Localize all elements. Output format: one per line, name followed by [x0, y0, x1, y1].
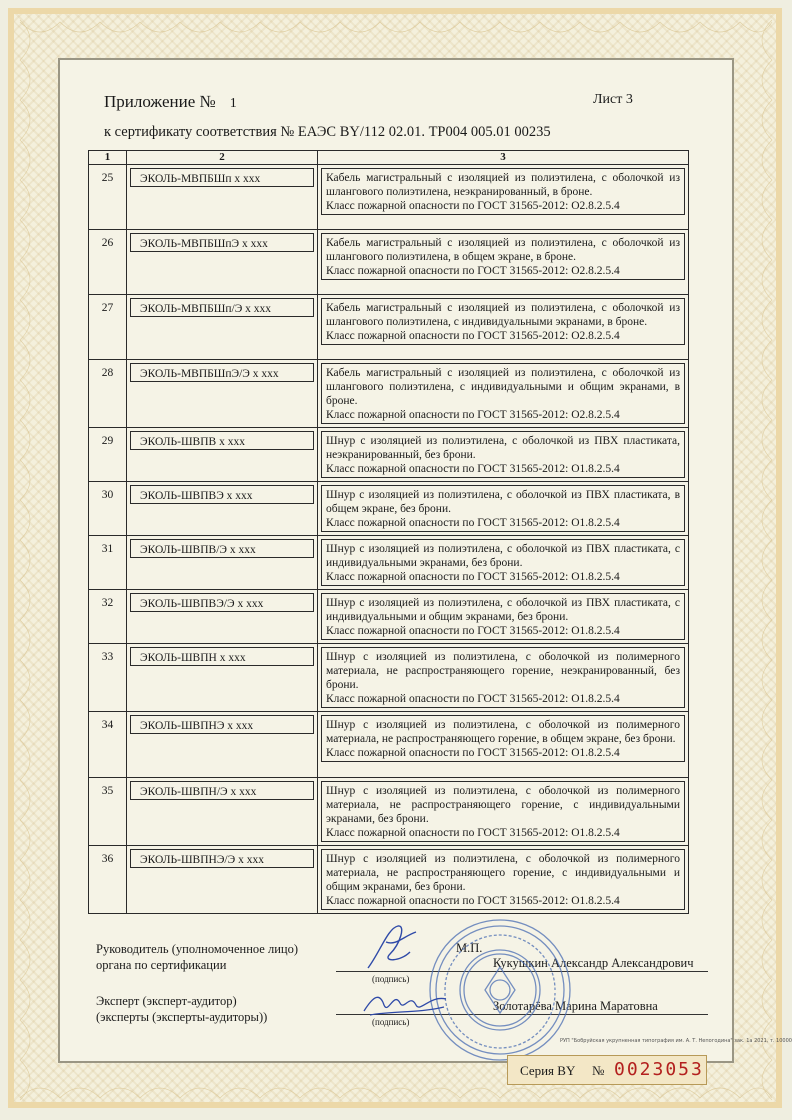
table-row	[89, 712, 689, 778]
product-name: ЭКОЛЬ-ШВПНЭ/Э х ххх	[140, 854, 264, 866]
product-name: ЭКОЛЬ-ШВПНЭ х ххх	[140, 720, 254, 732]
column-header: 1	[89, 151, 127, 165]
product-name-cell	[127, 295, 318, 360]
column-header: 3	[318, 151, 689, 165]
product-description: Кабель магистральный с изоляцией из полиэтилена, с оболочкой из шлангового полиэтилена, с индивидуальными и общим экранами, в броне.	[326, 367, 680, 407]
expert-label-line-2: (эксперты (эксперты-аудиторы))	[96, 1010, 268, 1024]
product-description: Шнур с изоляцией из полиэтилена, с оболочкой из ПВХ пластиката, с индивидуальными экранами, без брони.	[326, 543, 680, 569]
row-number: 28	[89, 360, 127, 428]
table-row	[89, 590, 689, 644]
product-description-cell	[318, 778, 689, 846]
product-name: ЭКОЛЬ-МВПБШпЭ/Э х ххх	[140, 368, 279, 380]
fire-class: Класс пожарной опасности по ГОСТ 31565-2012: О1.8.2.5.4	[326, 827, 620, 839]
product-description-cell	[318, 644, 689, 712]
product-description: Шнур с изоляцией из полиэтилена, с оболочкой из ПВХ пластиката, в общем экране, без брони.	[326, 489, 680, 515]
row-number: 29	[89, 428, 127, 482]
row-number: 31	[89, 536, 127, 590]
product-description: Шнур с изоляцией из полиэтилена, с оболочкой из полимерного материала, не распространяющего горение, с индивидуальными экранами, без брони.	[326, 785, 680, 825]
product-name: ЭКОЛЬ-ШВПВ х ххх	[140, 436, 245, 448]
head-label	[96, 941, 298, 973]
product-description-cell	[318, 360, 689, 428]
series-number-sign: №	[592, 1063, 605, 1078]
fire-class: Класс пожарной опасности по ГОСТ 31565-2012: О1.8.2.5.4	[326, 693, 620, 705]
table-row	[89, 778, 689, 846]
row-number: 30	[89, 482, 127, 536]
table-row	[89, 644, 689, 712]
product-table	[88, 150, 689, 914]
product-description: Шнур с изоляцией из полиэтилена, с оболочкой из полимерного материала, не распространяющего горение, в общем экране, без брони.	[326, 719, 680, 745]
product-name-cell	[127, 846, 318, 914]
expert-signature	[360, 985, 450, 1021]
head-name: Кукушкин Александр Александрович	[493, 956, 694, 970]
product-name-cell	[127, 712, 318, 778]
product-name: ЭКОЛЬ-МВПБШп/Э х ххх	[140, 303, 272, 315]
product-description-cell	[318, 846, 689, 914]
table-row	[89, 360, 689, 428]
product-description-cell	[318, 165, 689, 230]
product-name-cell	[127, 590, 318, 644]
product-name-cell	[127, 482, 318, 536]
table-row	[89, 230, 689, 295]
product-description: Шнур с изоляцией из полиэтилена, с оболочкой из ПВХ пластиката, с индивидуальными и общим экранами, без брони.	[326, 597, 680, 623]
annex-number: 1	[229, 96, 237, 111]
seal-place-mark: М.П.	[456, 941, 483, 955]
certificate-reference: к сертификату соответствия № ЕАЭС BY/112 02.01. ТР004 005.01 00235	[104, 124, 551, 140]
product-description: Шнур с изоляцией из полиэтилена, с оболочкой из ПВХ пластиката, неэкранированный, без брони.	[326, 435, 680, 461]
row-number: 27	[89, 295, 127, 360]
product-description: Кабель магистральный с изоляцией из полиэтилена, с оболочкой из шлангового полиэтилена, неэкранированный, в броне.	[326, 172, 680, 198]
fire-class: Класс пожарной опасности по ГОСТ 31565-2012: О1.8.2.5.4	[326, 747, 620, 759]
expert-label-line-1: Эксперт (эксперт-аудитор)	[96, 994, 237, 1008]
head-signature-hint: (подпись)	[372, 974, 410, 984]
fire-class: Класс пожарной опасности по ГОСТ 31565-2012: О1.8.2.5.4	[326, 517, 620, 529]
series-number: 0023053	[614, 1059, 704, 1080]
product-description: Кабель магистральный с изоляцией из полиэтилена, с оболочкой из шлангового полиэтилена, с индивидуальными экранами, в броне.	[326, 302, 680, 328]
product-name: ЭКОЛЬ-МВПБШпЭ х ххх	[140, 238, 268, 250]
annex-title	[104, 92, 237, 112]
fire-class: Класс пожарной опасности по ГОСТ 31565-2012: О1.8.2.5.4	[326, 895, 620, 907]
product-name-cell	[127, 536, 318, 590]
product-description-cell	[318, 428, 689, 482]
fire-class: Класс пожарной опасности по ГОСТ 31565-2012: О1.8.2.5.4	[326, 571, 620, 583]
fire-class: Класс пожарной опасности по ГОСТ 31565-2012: О1.8.2.5.4	[326, 625, 620, 637]
product-name: ЭКОЛЬ-ШВПВ/Э х ххх	[140, 544, 256, 556]
product-name: ЭКОЛЬ-ШВПН/Э х ххх	[140, 786, 257, 798]
head-label-line-2: органа по сертификации	[96, 958, 227, 972]
fire-class: Класс пожарной опасности по ГОСТ 31565-2012: О2.8.2.5.4	[326, 330, 620, 342]
product-description-cell	[318, 590, 689, 644]
product-description: Шнур с изоляцией из полиэтилена, с оболочкой из полимерного материала, не распространяющего горение, с индивидуальными и общим экранами, без брони.	[326, 853, 680, 893]
expert-name: Золотарёва Марина Маратовна	[493, 999, 658, 1013]
product-name-cell	[127, 165, 318, 230]
row-number: 33	[89, 644, 127, 712]
product-name: ЭКОЛЬ-МВПБШп х ххх	[140, 173, 261, 185]
product-description-cell	[318, 536, 689, 590]
product-description: Кабель магистральный с изоляцией из полиэтилена, с оболочкой из шлангового полиэтилена, в общем экране, в броне.	[326, 237, 680, 263]
product-name-cell	[127, 644, 318, 712]
table-row	[89, 295, 689, 360]
table-header-row	[89, 151, 689, 165]
expert-label	[96, 993, 267, 1025]
row-number: 26	[89, 230, 127, 295]
row-number: 25	[89, 165, 127, 230]
product-description-cell	[318, 712, 689, 778]
table-body	[89, 165, 689, 914]
product-name-cell	[127, 230, 318, 295]
head-signature	[360, 922, 420, 976]
series-number-box	[507, 1055, 707, 1085]
fire-class: Класс пожарной опасности по ГОСТ 31565-2012: О2.8.2.5.4	[326, 200, 620, 212]
row-number: 32	[89, 590, 127, 644]
row-number: 35	[89, 778, 127, 846]
row-number: 34	[89, 712, 127, 778]
table-row	[89, 165, 689, 230]
printer-note: РУП "Бобруйская укрупненная типография им. А. Т. Непогодина" зак. 1а 2021, т. 10000	[560, 1038, 792, 1044]
fire-class: Класс пожарной опасности по ГОСТ 31565-2012: О1.8.2.5.4	[326, 463, 620, 475]
product-name-cell	[127, 360, 318, 428]
product-description-cell	[318, 230, 689, 295]
fire-class: Класс пожарной опасности по ГОСТ 31565-2012: О2.8.2.5.4	[326, 265, 620, 277]
sheet-number: Лист 3	[593, 92, 633, 107]
product-name: ЭКОЛЬ-ШВПВЭ х ххх	[140, 490, 253, 502]
head-label-line-1: Руководитель (уполномоченное лицо)	[96, 942, 299, 956]
series-label: Серия BY	[520, 1063, 576, 1078]
product-name-cell	[127, 778, 318, 846]
annex-title-text: Приложение №	[104, 92, 216, 111]
table-row	[89, 428, 689, 482]
column-header: 2	[127, 151, 318, 165]
product-name: ЭКОЛЬ-ШВПВЭ/Э х ххх	[140, 598, 264, 610]
product-description: Шнур с изоляцией из полиэтилена, с оболочкой из полимерного материала, не распространяющего горение, неэкранированный, без брони.	[326, 651, 680, 691]
fire-class: Класс пожарной опасности по ГОСТ 31565-2012: О2.8.2.5.4	[326, 409, 620, 421]
expert-signature-hint: (подпись)	[372, 1017, 410, 1027]
table-row	[89, 482, 689, 536]
product-description-cell	[318, 295, 689, 360]
product-description-cell	[318, 482, 689, 536]
product-name: ЭКОЛЬ-ШВПН х ххх	[140, 652, 246, 664]
table-row	[89, 846, 689, 914]
table-row	[89, 536, 689, 590]
product-name-cell	[127, 428, 318, 482]
row-number: 36	[89, 846, 127, 914]
